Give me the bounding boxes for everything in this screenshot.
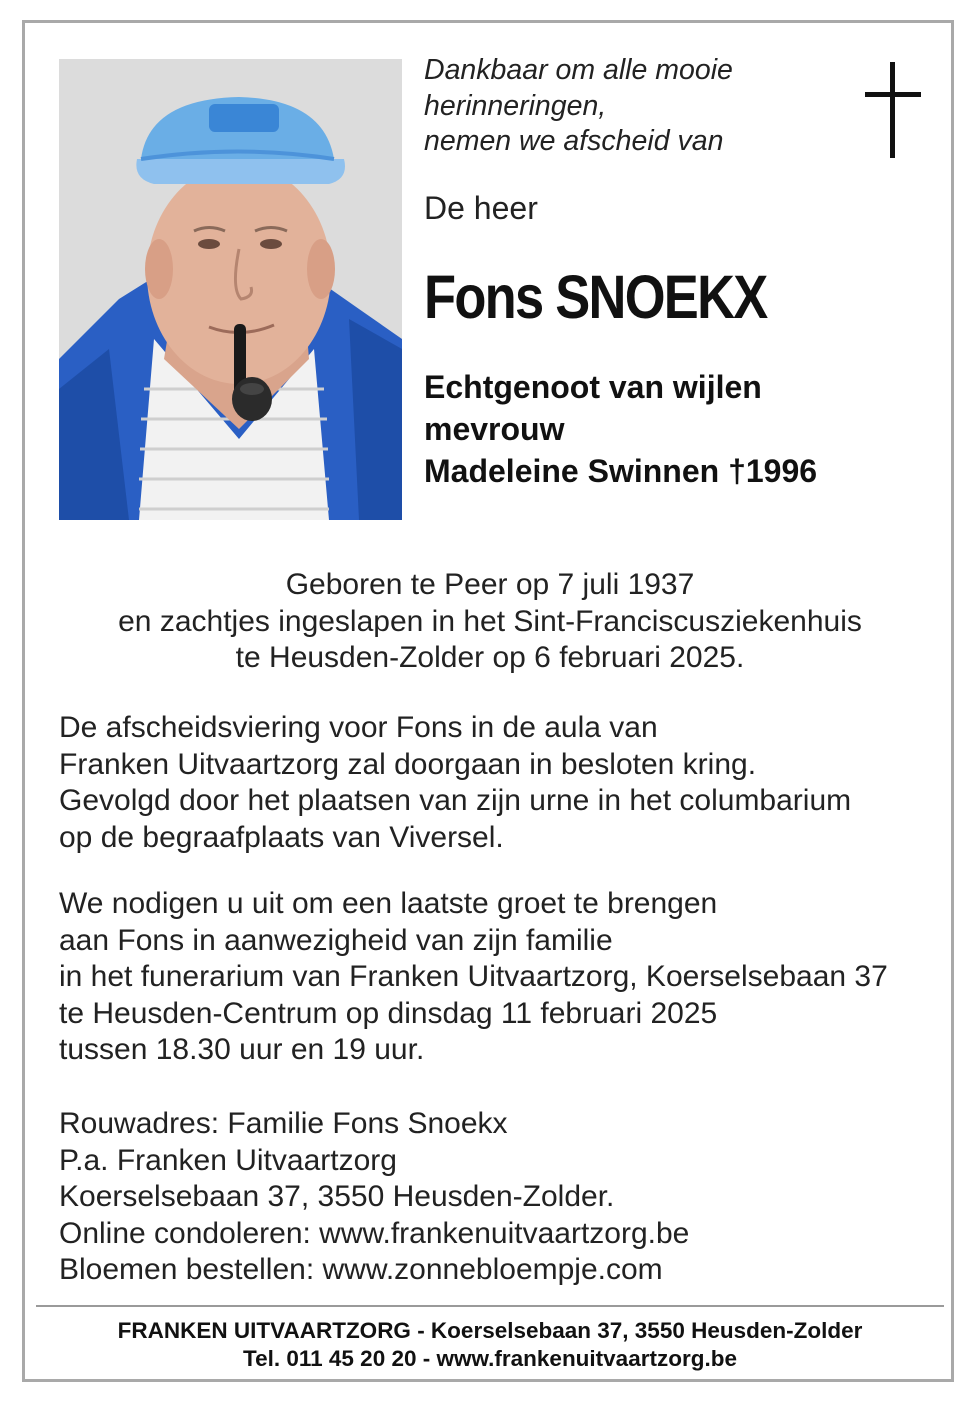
ceremony-line: De afscheidsviering voor Fons in de aula van (59, 711, 658, 744)
visitation-line: We nodigen u uit om een laatste groet te brengen (59, 887, 718, 920)
birth-death-info (0, 567, 980, 677)
spouse-info (424, 366, 817, 492)
footer-contact: Tel. 011 45 20 20 - www.frankenuitvaartzorg.be (243, 1346, 737, 1371)
spouse-line: Madeleine Swinnen †1996 (424, 453, 818, 489)
visitation-line: in het funerarium van Franken Uitvaartzorg, Koerselsebaan 37 (59, 960, 888, 993)
intro-line: Dankbaar om alle mooie (424, 54, 733, 86)
footer (0, 1317, 980, 1373)
ceremony-paragraph (59, 710, 851, 856)
cross-icon (865, 62, 921, 158)
ceremony-line: Franken Uitvaartzorg zal doorgaan in besloten kring. (59, 747, 757, 781)
spouse-line: Echtgenoot van wijlen (424, 369, 762, 405)
intro-line: nemen we afscheid van (424, 125, 724, 157)
visitation-paragraph (59, 886, 888, 1069)
contact-line: P.a. Franken Uitvaartzorg (59, 1143, 397, 1177)
footer-address: FRANKEN UITVAARTZORG - Koerselsebaan 37, 3550 Heusden-Zolder (117, 1318, 863, 1343)
birth-death-line: te Heusden-Zolder op 6 februari 2025. (235, 641, 745, 674)
visitation-line: tussen 18.30 uur en 19 uur. (59, 1033, 425, 1066)
footer-divider (36, 1305, 944, 1307)
contact-line: Koerselsebaan 37, 3550 Heusden-Zolder. (59, 1180, 615, 1213)
intro-line: herinneringen, (424, 89, 607, 122)
contact-line: Online condoleren: www.frankenuitvaartzorg.be (59, 1216, 690, 1250)
portrait-photo (59, 59, 402, 520)
contact-line: Bloemen bestellen: www.zonnebloempje.com (59, 1253, 663, 1286)
honorific: De heer (424, 190, 538, 226)
birth-death-line: Geboren te Peer op 7 juli 1937 (285, 568, 695, 601)
deceased-name: Fons SNOEKX (424, 263, 767, 331)
visitation-line: te Heusden-Centrum op dinsdag 11 februari 2025 (59, 996, 718, 1030)
birth-death-line: en zachtjes ingeslapen in het Sint-Franciscusziekenhuis (118, 604, 862, 638)
visitation-line: aan Fons in aanwezigheid van zijn familie (59, 923, 613, 957)
contact-line: Rouwadres: Familie Fons Snoekx (59, 1107, 508, 1140)
ceremony-line: Gevolgd door het plaatsen van zijn urne in het columbarium (59, 784, 852, 817)
spouse-line: mevrouw (424, 411, 565, 447)
ceremony-line: op de begraafplaats van Viversel. (59, 820, 504, 854)
contact-paragraph (59, 1106, 689, 1289)
intro-text (424, 53, 844, 160)
